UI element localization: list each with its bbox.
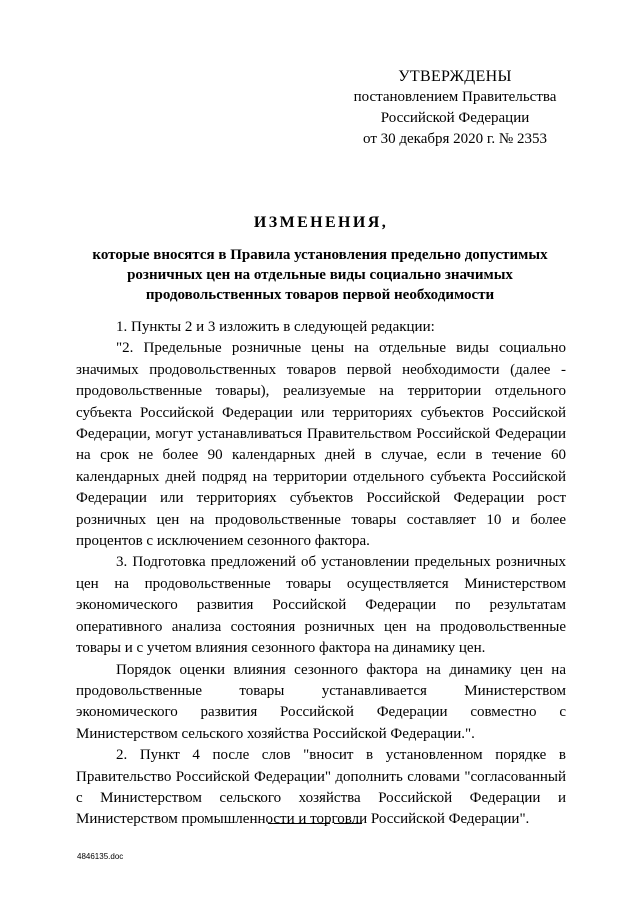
subtitle-line-2: розничных цен на отдельные виды социально значимых: [127, 267, 513, 283]
approval-block: [340, 66, 570, 150]
paragraph-seasonal-order: Порядок оценки влияния сезонного фактора на динамику цен на продовольственные товары устанавливается Министерством экономического развития Российской Федерации совместно с Министерством сельского хозяйства Российской Федерации.".: [76, 661, 566, 742]
paragraph-item-1: 1. Пункты 2 и 3 изложить в следующей редакции:: [116, 319, 435, 335]
document-body: [76, 317, 566, 831]
document-subtitle: [80, 245, 560, 305]
approval-heading: УТВЕРЖДЕНЫ: [398, 68, 512, 85]
approval-line-1: постановлением Правительства: [353, 89, 557, 105]
paragraph-point-2: "2. Предельные розничные цены на отдельные виды социально значимых продовольственных товаров первой необходимости (далее - продовольственные товары), реализуемые на территории отдельного субъекта Российской Федерации или территориях субъектов Российской Федерации, могут устанавливаться Правительством Российской Федерации на срок не более 90 календарных дней в случае, если в течение 60 календарных дней подряд на территории отдельного субъекта Российской Федерации или территориях субъектов Российской Федерации рост розничных цен на продовольственные товары составляет 10 и более процентов с исключением сезонного фактора.: [76, 340, 566, 550]
approval-line-3: от 30 декабря 2020 г. № 2353: [363, 131, 547, 147]
paragraph-item-2: 2. Пункт 4 после слов "вносит в установленном порядке в Правительство Российской Федерации" дополнить словами "согласованный с Министерством сельского хозяйства Российской Федерации и Министерством промышленности и торговли Российской Федерации".: [76, 747, 566, 828]
approval-line-2: Российской Федерации: [380, 110, 530, 126]
file-code: 4846135.doc: [77, 852, 124, 861]
subtitle-line-3: продовольственных товаров первой необходимости: [145, 287, 495, 303]
document-title: ИЗМЕНЕНИЯ,: [253, 214, 389, 231]
subtitle-line-1: которые вносятся в Правила установления предельно допустимых: [92, 247, 548, 263]
paragraph-point-3: 3. Подготовка предложений об установлении предельных розничных цен на продовольственные товары осуществляется Министерством экономического развития Российской Федерации по результатам оперативного анализа состояния розничных цен на продовольственные товары и с учетом влияния сезонного фактора на динамику цен.: [76, 554, 566, 657]
end-separator-line-short: [334, 823, 362, 824]
end-separator-line: [268, 823, 330, 824]
